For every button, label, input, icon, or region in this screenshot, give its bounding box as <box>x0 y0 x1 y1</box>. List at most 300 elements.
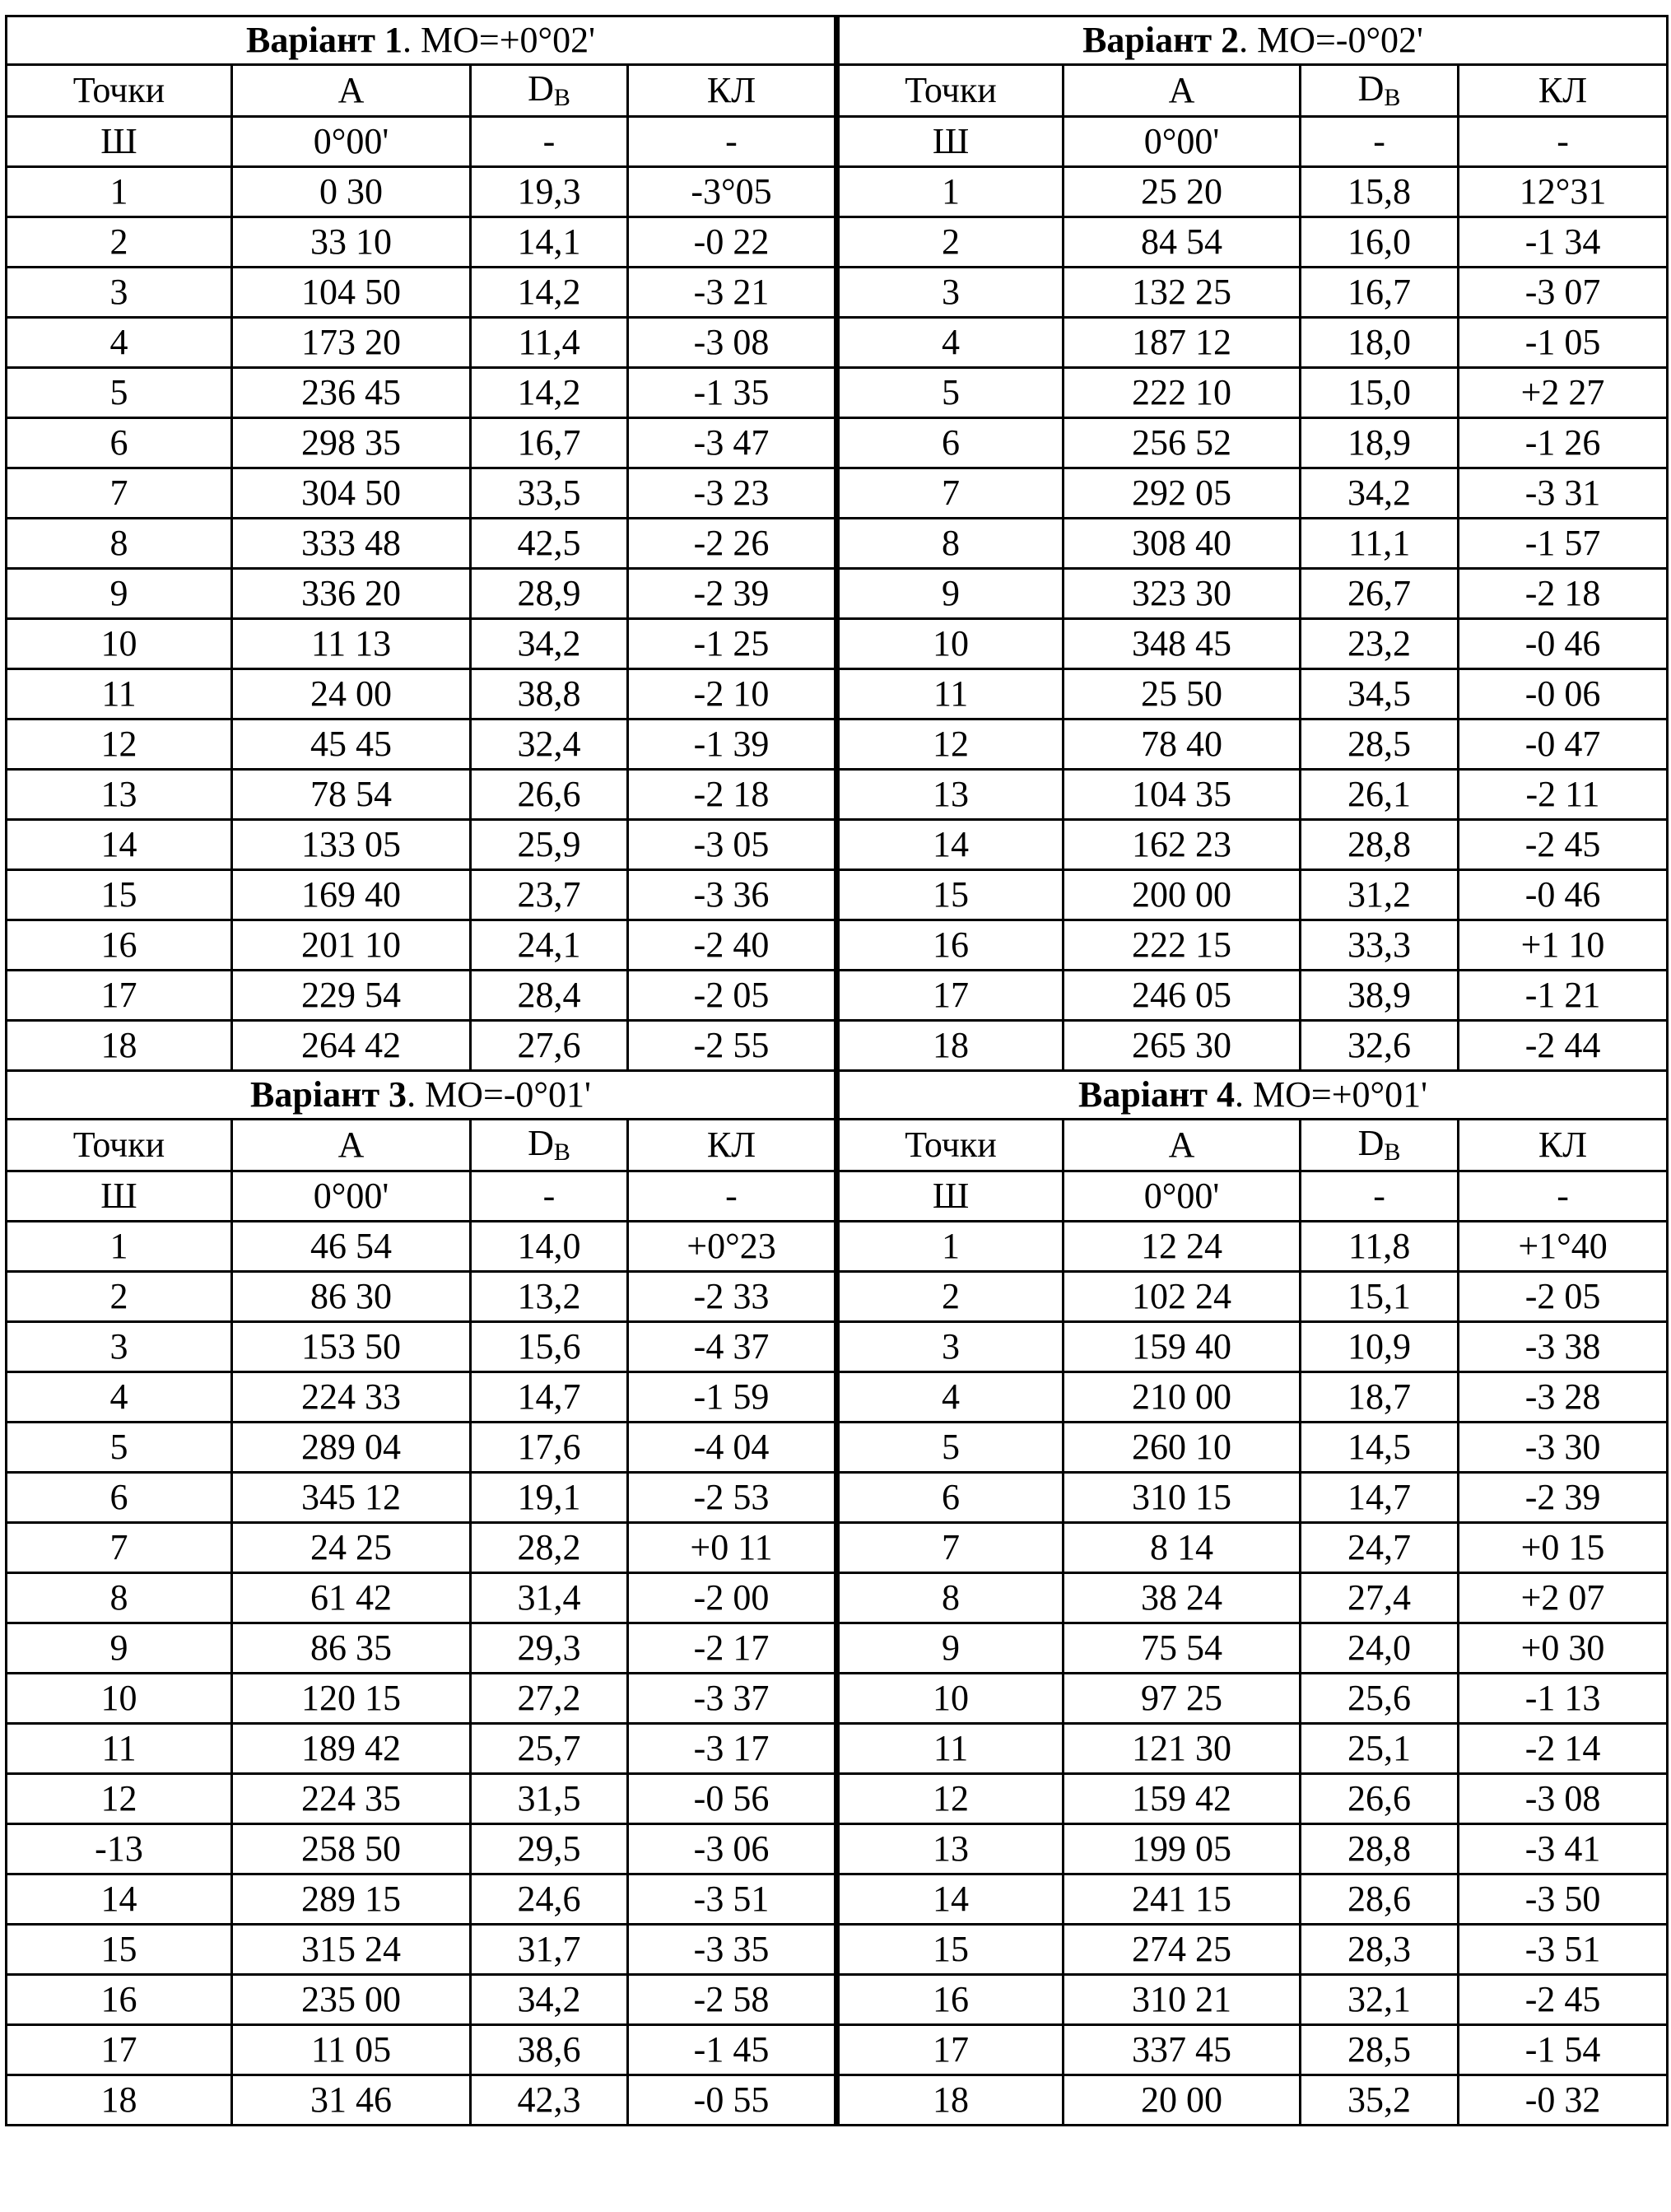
kl-cell: -2 55 <box>628 1021 837 1071</box>
distance-cell: 31,5 <box>471 1774 628 1824</box>
column-header-d-sub: В <box>553 1139 570 1166</box>
point-cell: 18 <box>837 2075 1064 2126</box>
azimuth-cell: 298 35 <box>232 418 471 468</box>
azimuth-cell: 292 05 <box>1064 468 1301 519</box>
distance-cell: 26,6 <box>1301 1774 1459 1824</box>
point-cell: 11 <box>837 669 1064 719</box>
azimuth-cell: 289 15 <box>232 1874 471 1925</box>
variant-mo: . МО=+0°01' <box>1235 1074 1428 1115</box>
kl-cell: -3 17 <box>628 1724 837 1774</box>
azimuth-cell: 25 50 <box>1064 669 1301 719</box>
azimuth-cell: 236 45 <box>232 368 471 418</box>
azimuth-cell: 153 50 <box>232 1322 471 1372</box>
point-cell: 7 <box>837 1523 1064 1573</box>
point-cell: 4 <box>837 1372 1064 1423</box>
column-header-point: Точки <box>7 65 232 117</box>
distance-cell: 29,5 <box>471 1824 628 1874</box>
point-cell: 2 <box>7 217 232 268</box>
table-row <box>7 1021 1668 1071</box>
kl-cell: -2 44 <box>1459 1021 1668 1071</box>
distance-cell: 11,1 <box>1301 519 1459 569</box>
distance-cell: 32,4 <box>471 719 628 770</box>
table-row <box>7 820 1668 870</box>
variant-title <box>837 1071 1668 1120</box>
azimuth-cell: 159 42 <box>1064 1774 1301 1824</box>
column-header-d-sub: В <box>1384 84 1401 111</box>
azimuth-cell: 78 40 <box>1064 719 1301 770</box>
point-cell: 1 <box>7 1222 232 1272</box>
azimuth-cell: 120 15 <box>232 1674 471 1724</box>
column-header-d-main: D <box>1357 68 1385 109</box>
azimuth-cell: 86 30 <box>232 1272 471 1322</box>
kl-cell: -3°05 <box>628 167 837 217</box>
azimuth-cell: 31 46 <box>232 2075 471 2126</box>
point-cell: 9 <box>7 569 232 619</box>
distance-cell: 28,6 <box>1301 1874 1459 1925</box>
distance-cell: 16,0 <box>1301 217 1459 268</box>
distance-cell: 15,8 <box>1301 167 1459 217</box>
point-cell: 12 <box>7 719 232 770</box>
point-cell: 6 <box>7 1473 232 1523</box>
kl-cell: -1 39 <box>628 719 837 770</box>
azimuth-cell: 345 12 <box>232 1473 471 1523</box>
distance-cell: 16,7 <box>1301 268 1459 318</box>
distance-cell: 26,6 <box>471 770 628 820</box>
azimuth-cell: 310 15 <box>1064 1473 1301 1523</box>
table-row <box>7 1372 1668 1423</box>
azimuth-cell: 246 05 <box>1064 971 1301 1021</box>
column-header-d <box>1301 65 1459 117</box>
point-cell: 2 <box>837 1272 1064 1322</box>
table-row <box>7 1171 1668 1222</box>
azimuth-cell: 222 15 <box>1064 920 1301 971</box>
point-cell: 11 <box>837 1724 1064 1774</box>
table-row <box>7 1774 1668 1824</box>
kl-cell: -3 38 <box>1459 1322 1668 1372</box>
column-header-d-main: D <box>528 1123 554 1163</box>
table-row <box>7 1222 1668 1272</box>
distance-cell: 25,7 <box>471 1724 628 1774</box>
kl-cell: -2 05 <box>628 971 837 1021</box>
point-cell: 18 <box>7 2075 232 2126</box>
kl-cell: - <box>628 117 837 167</box>
kl-cell: -3 51 <box>1459 1925 1668 1975</box>
point-cell: 1 <box>837 167 1064 217</box>
point-cell: 11 <box>7 669 232 719</box>
distance-cell: 14,0 <box>471 1222 628 1272</box>
column-header-a: А <box>232 65 471 117</box>
azimuth-cell: 133 05 <box>232 820 471 870</box>
point-cell: 5 <box>7 368 232 418</box>
point-cell: 2 <box>7 1272 232 1322</box>
kl-cell: -2 18 <box>628 770 837 820</box>
azimuth-cell: 24 25 <box>232 1523 471 1573</box>
azimuth-cell: 12 24 <box>1064 1222 1301 1272</box>
point-cell: 1 <box>7 167 232 217</box>
distance-cell: 42,3 <box>471 2075 628 2126</box>
kl-cell: -3 50 <box>1459 1874 1668 1925</box>
distance-cell: 27,6 <box>471 1021 628 1071</box>
point-cell: 4 <box>7 1372 232 1423</box>
distance-cell: 28,8 <box>1301 1824 1459 1874</box>
table-row <box>7 418 1668 468</box>
distance-cell: 14,1 <box>471 217 628 268</box>
azimuth-cell: 0°00' <box>1064 1171 1301 1222</box>
azimuth-cell: 78 54 <box>232 770 471 820</box>
distance-cell: 10,9 <box>1301 1322 1459 1372</box>
point-cell: 9 <box>837 1623 1064 1674</box>
azimuth-cell: 121 30 <box>1064 1724 1301 1774</box>
kl-cell: -2 45 <box>1459 1975 1668 2025</box>
kl-cell: -2 10 <box>628 669 837 719</box>
point-cell: 17 <box>7 971 232 1021</box>
point-cell: 15 <box>7 870 232 920</box>
distance-cell: 28,2 <box>471 1523 628 1573</box>
table-row <box>7 519 1668 569</box>
kl-cell: -2 00 <box>628 1573 837 1623</box>
azimuth-cell: 260 10 <box>1064 1423 1301 1473</box>
table-row <box>7 2025 1668 2075</box>
point-cell: 15 <box>837 870 1064 920</box>
table-row <box>7 1874 1668 1925</box>
point-cell: 9 <box>7 1623 232 1674</box>
kl-cell: -3 47 <box>628 418 837 468</box>
distance-cell: 19,1 <box>471 1473 628 1523</box>
column-header-point: Точки <box>837 65 1064 117</box>
table-row <box>7 569 1668 619</box>
azimuth-cell: 310 21 <box>1064 1975 1301 2025</box>
azimuth-cell: 86 35 <box>232 1623 471 1674</box>
point-cell: 11 <box>7 1724 232 1774</box>
kl-cell: -1 57 <box>1459 519 1668 569</box>
point-cell: 3 <box>7 268 232 318</box>
point-cell: 10 <box>7 619 232 669</box>
table-row <box>7 719 1668 770</box>
point-cell: 15 <box>7 1925 232 1975</box>
column-header-a: А <box>1064 65 1301 117</box>
distance-cell: 24,0 <box>1301 1623 1459 1674</box>
kl-cell: -3 31 <box>1459 468 1668 519</box>
azimuth-cell: 241 15 <box>1064 1874 1301 1925</box>
kl-cell: -1 26 <box>1459 418 1668 468</box>
azimuth-cell: 235 00 <box>232 1975 471 2025</box>
azimuth-cell: 11 13 <box>232 619 471 669</box>
kl-cell: -2 53 <box>628 1473 837 1523</box>
azimuth-cell: 24 00 <box>232 669 471 719</box>
distance-cell: 14,5 <box>1301 1423 1459 1473</box>
azimuth-cell: 323 30 <box>1064 569 1301 619</box>
azimuth-cell: 25 20 <box>1064 167 1301 217</box>
kl-cell: -2 26 <box>628 519 837 569</box>
kl-cell: -3 07 <box>1459 268 1668 318</box>
point-cell: 13 <box>837 1824 1064 1874</box>
azimuth-cell: 336 20 <box>232 569 471 619</box>
distance-cell: 28,8 <box>1301 820 1459 870</box>
distance-cell: 28,9 <box>471 569 628 619</box>
kl-cell: -1 45 <box>628 2025 837 2075</box>
point-cell: 14 <box>7 1874 232 1925</box>
distance-cell: 15,1 <box>1301 1272 1459 1322</box>
azimuth-cell: 315 24 <box>232 1925 471 1975</box>
point-cell: 16 <box>7 920 232 971</box>
table-row <box>7 1573 1668 1623</box>
point-cell: 6 <box>837 1473 1064 1523</box>
kl-cell: -0 46 <box>1459 870 1668 920</box>
azimuth-cell: 20 00 <box>1064 2075 1301 2126</box>
kl-cell: -2 45 <box>1459 820 1668 870</box>
kl-cell: +2 27 <box>1459 368 1668 418</box>
kl-cell: -3 37 <box>628 1674 837 1724</box>
distance-cell: 34,2 <box>471 619 628 669</box>
distance-cell: 25,6 <box>1301 1674 1459 1724</box>
distance-cell: 38,9 <box>1301 971 1459 1021</box>
variant-title <box>7 1071 837 1120</box>
point-cell: 18 <box>837 1021 1064 1071</box>
point-cell: Ш <box>837 117 1064 167</box>
kl-cell: -2 14 <box>1459 1724 1668 1774</box>
point-cell: 3 <box>837 268 1064 318</box>
variant-label: Варіант 4 <box>1078 1074 1235 1115</box>
kl-cell: -0 22 <box>628 217 837 268</box>
azimuth-cell: 0°00' <box>232 1171 471 1222</box>
distance-cell: 11,4 <box>471 318 628 368</box>
point-cell: 14 <box>837 820 1064 870</box>
point-cell: 7 <box>7 468 232 519</box>
variants-table <box>5 15 1669 2126</box>
kl-cell: -3 08 <box>628 318 837 368</box>
point-cell: 8 <box>837 519 1064 569</box>
distance-cell: 24,7 <box>1301 1523 1459 1573</box>
kl-cell: +0 15 <box>1459 1523 1668 1573</box>
table-row <box>7 318 1668 368</box>
azimuth-cell: 102 24 <box>1064 1272 1301 1322</box>
distance-cell: 18,0 <box>1301 318 1459 368</box>
kl-cell: +2 07 <box>1459 1573 1668 1623</box>
point-cell: Ш <box>837 1171 1064 1222</box>
column-header-d <box>471 1120 628 1171</box>
kl-cell: -0 55 <box>628 2075 837 2126</box>
kl-cell: +0 11 <box>628 1523 837 1573</box>
variant-label: Варіант 1 <box>245 20 403 60</box>
column-header-point: Точки <box>837 1120 1064 1171</box>
point-cell: 8 <box>837 1573 1064 1623</box>
kl-cell: -2 11 <box>1459 770 1668 820</box>
distance-cell: 31,7 <box>471 1925 628 1975</box>
kl-cell: -3 28 <box>1459 1372 1668 1423</box>
variant-mo: . МО=-0°01' <box>407 1074 591 1115</box>
kl-cell: -3 30 <box>1459 1423 1668 1473</box>
azimuth-cell: 8 14 <box>1064 1523 1301 1573</box>
variant-title <box>7 16 837 65</box>
kl-cell: +0°23 <box>628 1222 837 1272</box>
kl-cell: -3 06 <box>628 1824 837 1874</box>
point-cell: 8 <box>7 519 232 569</box>
azimuth-cell: 11 05 <box>232 2025 471 2075</box>
distance-cell: 23,7 <box>471 870 628 920</box>
distance-cell: 14,7 <box>1301 1473 1459 1523</box>
column-header-kl: КЛ <box>1459 65 1668 117</box>
kl-cell: -3 51 <box>628 1874 837 1925</box>
variant-mo: . МО=-0°02' <box>1239 20 1423 60</box>
azimuth-cell: 201 10 <box>232 920 471 971</box>
distance-cell: 34,2 <box>1301 468 1459 519</box>
azimuth-cell: 104 50 <box>232 268 471 318</box>
distance-cell: 25,1 <box>1301 1724 1459 1774</box>
kl-cell: -3 21 <box>628 268 837 318</box>
azimuth-cell: 84 54 <box>1064 217 1301 268</box>
distance-cell: 24,1 <box>471 920 628 971</box>
point-cell: 3 <box>837 1322 1064 1372</box>
column-header-d-main: D <box>1357 1123 1385 1163</box>
azimuth-cell: 333 48 <box>232 519 471 569</box>
kl-cell: -1 21 <box>1459 971 1668 1021</box>
distance-cell: 32,6 <box>1301 1021 1459 1071</box>
distance-cell: 17,6 <box>471 1423 628 1473</box>
point-cell: 10 <box>837 619 1064 669</box>
point-cell: 6 <box>837 418 1064 468</box>
point-cell: 5 <box>837 1423 1064 1473</box>
point-cell: 12 <box>837 1774 1064 1824</box>
table-row <box>7 368 1668 418</box>
point-cell: -13 <box>7 1824 232 1874</box>
kl-cell: -1 13 <box>1459 1674 1668 1724</box>
distance-cell: 14,2 <box>471 368 628 418</box>
azimuth-cell: 61 42 <box>232 1573 471 1623</box>
distance-cell: 29,3 <box>471 1623 628 1674</box>
point-cell: 13 <box>837 770 1064 820</box>
distance-cell: 19,3 <box>471 167 628 217</box>
distance-cell: 11,8 <box>1301 1222 1459 1272</box>
point-cell: 16 <box>837 920 1064 971</box>
distance-cell: 18,7 <box>1301 1372 1459 1423</box>
distance-cell: 14,2 <box>471 268 628 318</box>
azimuth-cell: 265 30 <box>1064 1021 1301 1071</box>
column-header-d-sub: В <box>1384 1139 1401 1166</box>
column-header-a: А <box>1064 1120 1301 1171</box>
azimuth-cell: 162 23 <box>1064 820 1301 870</box>
point-cell: 14 <box>837 1874 1064 1925</box>
variant-title-row <box>7 1071 1668 1120</box>
kl-cell: -2 05 <box>1459 1272 1668 1322</box>
azimuth-cell: 258 50 <box>232 1824 471 1874</box>
point-cell: 17 <box>7 2025 232 2075</box>
kl-cell: -1 05 <box>1459 318 1668 368</box>
column-header-point: Точки <box>7 1120 232 1171</box>
distance-cell: 26,7 <box>1301 569 1459 619</box>
azimuth-cell: 337 45 <box>1064 2025 1301 2075</box>
distance-cell: 27,2 <box>471 1674 628 1724</box>
table-row <box>7 268 1668 318</box>
azimuth-cell: 33 10 <box>232 217 471 268</box>
table-row <box>7 217 1668 268</box>
kl-cell: -2 58 <box>628 1975 837 2025</box>
azimuth-cell: 46 54 <box>232 1222 471 1272</box>
point-cell: 7 <box>7 1523 232 1573</box>
azimuth-cell: 97 25 <box>1064 1674 1301 1724</box>
kl-cell: -0 46 <box>1459 619 1668 669</box>
distance-cell: - <box>1301 117 1459 167</box>
azimuth-cell: 173 20 <box>232 318 471 368</box>
distance-cell: 33,5 <box>471 468 628 519</box>
distance-cell: - <box>471 117 628 167</box>
table-row <box>7 1272 1668 1322</box>
azimuth-cell: 189 42 <box>232 1724 471 1774</box>
azimuth-cell: 38 24 <box>1064 1573 1301 1623</box>
azimuth-cell: 0°00' <box>1064 117 1301 167</box>
kl-cell: -4 37 <box>628 1322 837 1372</box>
distance-cell: 38,6 <box>471 2025 628 2075</box>
column-header-d <box>471 65 628 117</box>
point-cell: 1 <box>837 1222 1064 1272</box>
distance-cell: 35,2 <box>1301 2075 1459 2126</box>
point-cell: 14 <box>7 820 232 870</box>
point-cell: 10 <box>837 1674 1064 1724</box>
kl-cell: -2 39 <box>1459 1473 1668 1523</box>
column-header-kl: КЛ <box>1459 1120 1668 1171</box>
distance-cell: 34,5 <box>1301 669 1459 719</box>
distance-cell: 13,2 <box>471 1272 628 1322</box>
kl-cell: -3 05 <box>628 820 837 870</box>
point-cell: 10 <box>7 1674 232 1724</box>
azimuth-cell: 274 25 <box>1064 1925 1301 1975</box>
column-header-row <box>7 65 1668 117</box>
variant-mo: . МО=+0°02' <box>402 20 596 60</box>
kl-cell: -0 47 <box>1459 719 1668 770</box>
distance-cell: 23,2 <box>1301 619 1459 669</box>
table-row <box>7 770 1668 820</box>
point-cell: 8 <box>7 1573 232 1623</box>
distance-cell: 24,6 <box>471 1874 628 1925</box>
azimuth-cell: 199 05 <box>1064 1824 1301 1874</box>
distance-cell: 28,5 <box>1301 719 1459 770</box>
azimuth-cell: 132 25 <box>1064 268 1301 318</box>
variant-title <box>837 16 1668 65</box>
variant-title-row <box>7 16 1668 65</box>
column-header-kl: КЛ <box>628 1120 837 1171</box>
distance-cell: 38,8 <box>471 669 628 719</box>
kl-cell: +0 30 <box>1459 1623 1668 1674</box>
kl-cell: - <box>1459 117 1668 167</box>
table-row <box>7 1322 1668 1372</box>
azimuth-cell: 75 54 <box>1064 1623 1301 1674</box>
distance-cell: 18,9 <box>1301 418 1459 468</box>
point-cell: 17 <box>837 971 1064 1021</box>
table-row <box>7 1925 1668 1975</box>
kl-cell: -1 59 <box>628 1372 837 1423</box>
variant-label: Варіант 2 <box>1082 20 1240 60</box>
azimuth-cell: 308 40 <box>1064 519 1301 569</box>
kl-cell: -0 56 <box>628 1774 837 1824</box>
table-row <box>7 1674 1668 1724</box>
point-cell: 6 <box>7 418 232 468</box>
distance-cell: 32,1 <box>1301 1975 1459 2025</box>
distance-cell: 28,5 <box>1301 2025 1459 2075</box>
distance-cell: 14,7 <box>471 1372 628 1423</box>
table-row <box>7 117 1668 167</box>
distance-cell: 31,4 <box>471 1573 628 1623</box>
azimuth-cell: 289 04 <box>232 1423 471 1473</box>
azimuth-cell: 45 45 <box>232 719 471 770</box>
distance-cell: 31,2 <box>1301 870 1459 920</box>
azimuth-cell: 104 35 <box>1064 770 1301 820</box>
table-row <box>7 619 1668 669</box>
point-cell: Ш <box>7 1171 232 1222</box>
distance-cell: - <box>1301 1171 1459 1222</box>
table-row <box>7 1523 1668 1573</box>
column-header-d-main: D <box>528 68 554 109</box>
azimuth-cell: 200 00 <box>1064 870 1301 920</box>
distance-cell: 16,7 <box>471 418 628 468</box>
